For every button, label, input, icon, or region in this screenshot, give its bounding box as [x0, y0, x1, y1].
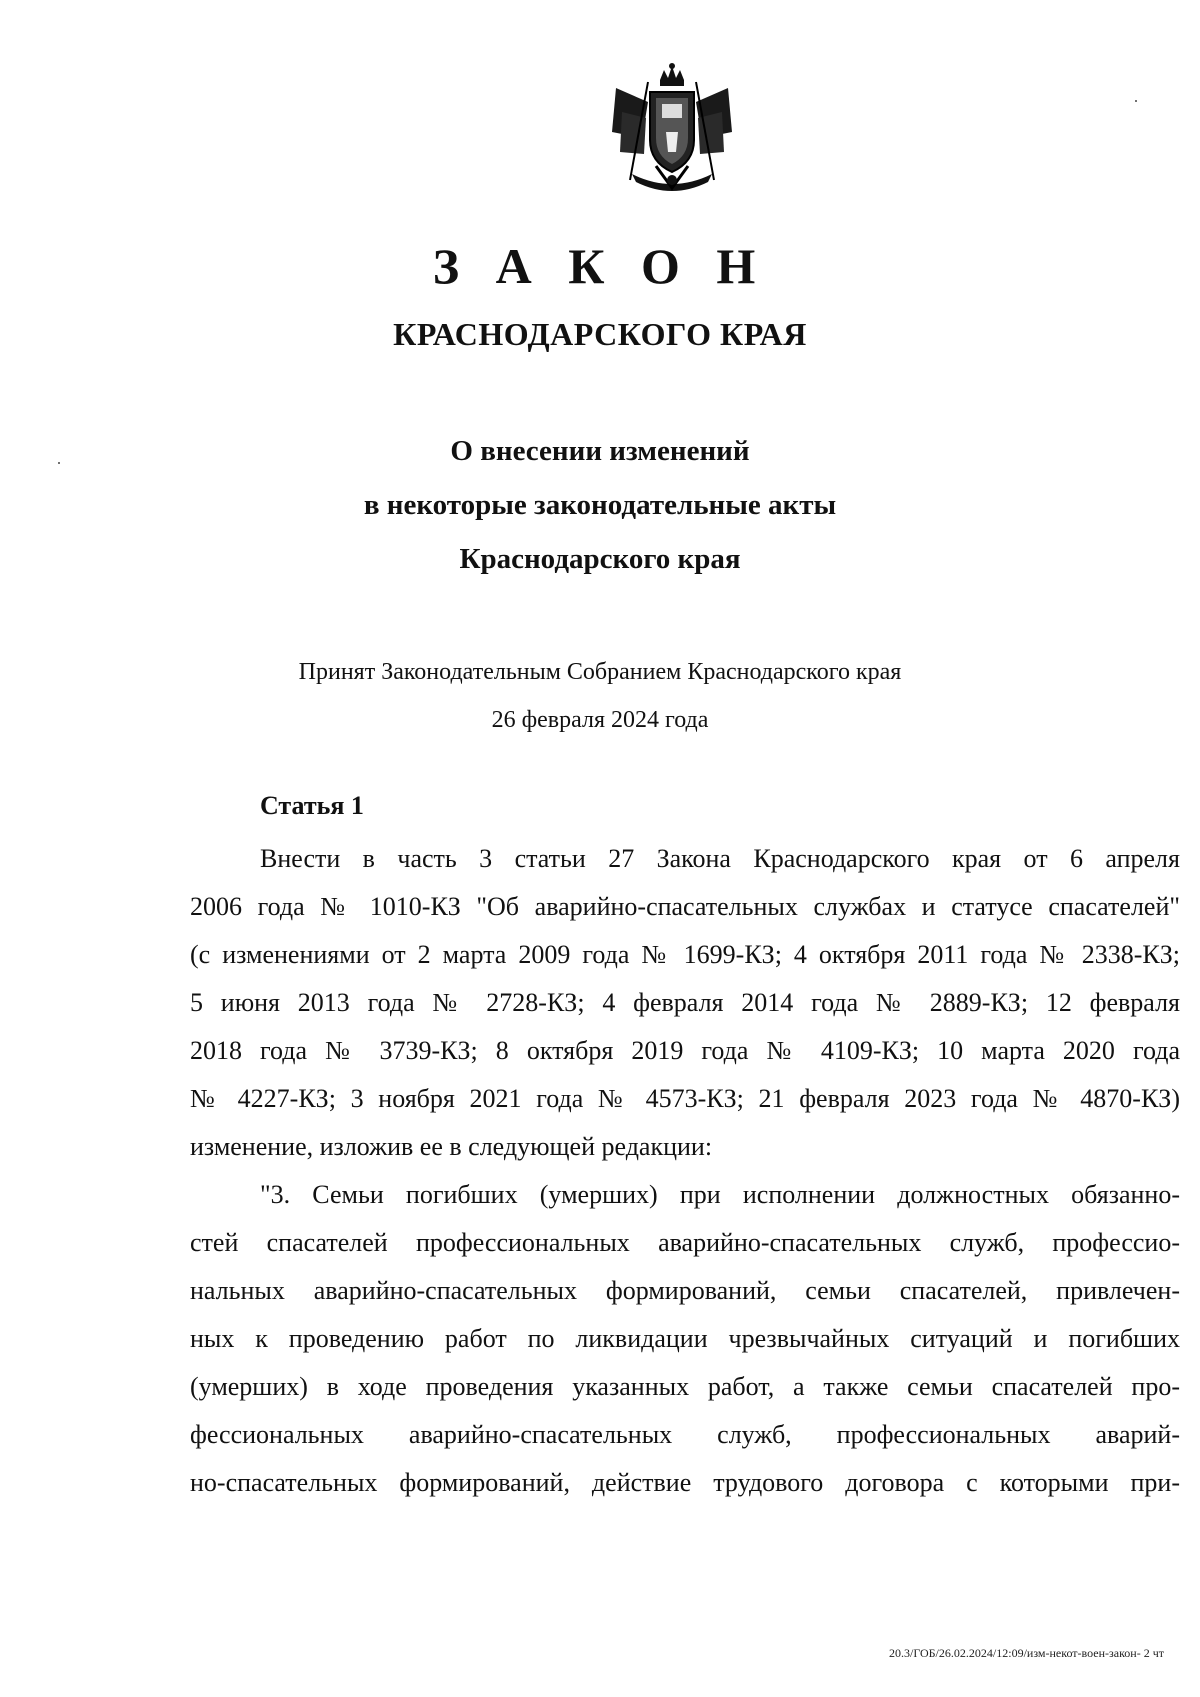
- body-line: (с изменениями от 2 марта 2009 года № 1699-КЗ; 4 октября 2011 года № 2338-КЗ;: [190, 940, 1180, 969]
- body-line: 2018 года № 3739-КЗ; 8 октября 2019 года № 4109-КЗ; 10 марта 2020 года: [190, 1036, 1180, 1065]
- law-subject: [0, 424, 1200, 586]
- adoption-date: 26 февраля 2024 года: [491, 707, 709, 733]
- article-heading: Статья 1: [260, 791, 364, 820]
- body-line: (умерших) в ходе проведения указанных работ, а также семьи спасателей про-: [190, 1372, 1180, 1401]
- body-line: изменение, изложив ее в следующей редакции:: [190, 1132, 713, 1161]
- document-subtitle: КРАСНОДАРСКОГО КРАЯ: [393, 316, 807, 352]
- body-line: Внести в часть 3 статьи 27 Закона Краснодарского края от 6 апреля: [260, 844, 1180, 873]
- subject-line: Краснодарского края: [459, 543, 741, 575]
- body-line: ных к проведению работ по ликвидации чрезвычайных ситуаций и погибших: [190, 1324, 1180, 1353]
- subject-line: О внесении изменений: [450, 435, 750, 467]
- body-line: "3. Семьи погибших (умерших) при исполнении должностных обязанно-: [260, 1180, 1180, 1209]
- adoption-body: Принят Законодательным Собранием Краснодарского края: [298, 659, 902, 685]
- body-line: № 4227-КЗ; 3 ноября 2021 года № 4573-КЗ; 21 февраля 2023 года № 4870-КЗ): [190, 1084, 1180, 1113]
- subject-line: в некоторые законодательные акты: [363, 489, 837, 521]
- body-line: 5 июня 2013 года № 2728-КЗ; 4 февраля 2014 года № 2889-КЗ; 12 февраля: [190, 988, 1180, 1017]
- adoption-note: [0, 648, 1200, 744]
- scan-speck: [1135, 100, 1137, 102]
- body-line: нальных аварийно-спасательных формирований, семьи спасателей, привлечен-: [190, 1276, 1180, 1305]
- scan-speck: [58, 462, 60, 464]
- document-title: З А К О Н: [432, 238, 768, 294]
- body-line: 2006 года № 1010-КЗ "Об аварийно-спасательных службах и статусе спасателей": [190, 892, 1180, 921]
- article-body: [190, 835, 1180, 1507]
- body-line: фессиональных аварийно-спасательных служб, профессиональных аварий-: [190, 1420, 1180, 1449]
- footer-reference: 20.3/ГОБ/26.02.2024/12:09/изм-некот-воен-закон- 2 чт: [889, 1646, 1164, 1660]
- coat-of-arms-icon: [602, 62, 742, 202]
- body-line: стей спасателей профессиональных аварийно-спасательных служб, профессио-: [190, 1228, 1180, 1257]
- body-line: но-спасательных формирований, действие трудового договора с которыми при-: [190, 1468, 1180, 1497]
